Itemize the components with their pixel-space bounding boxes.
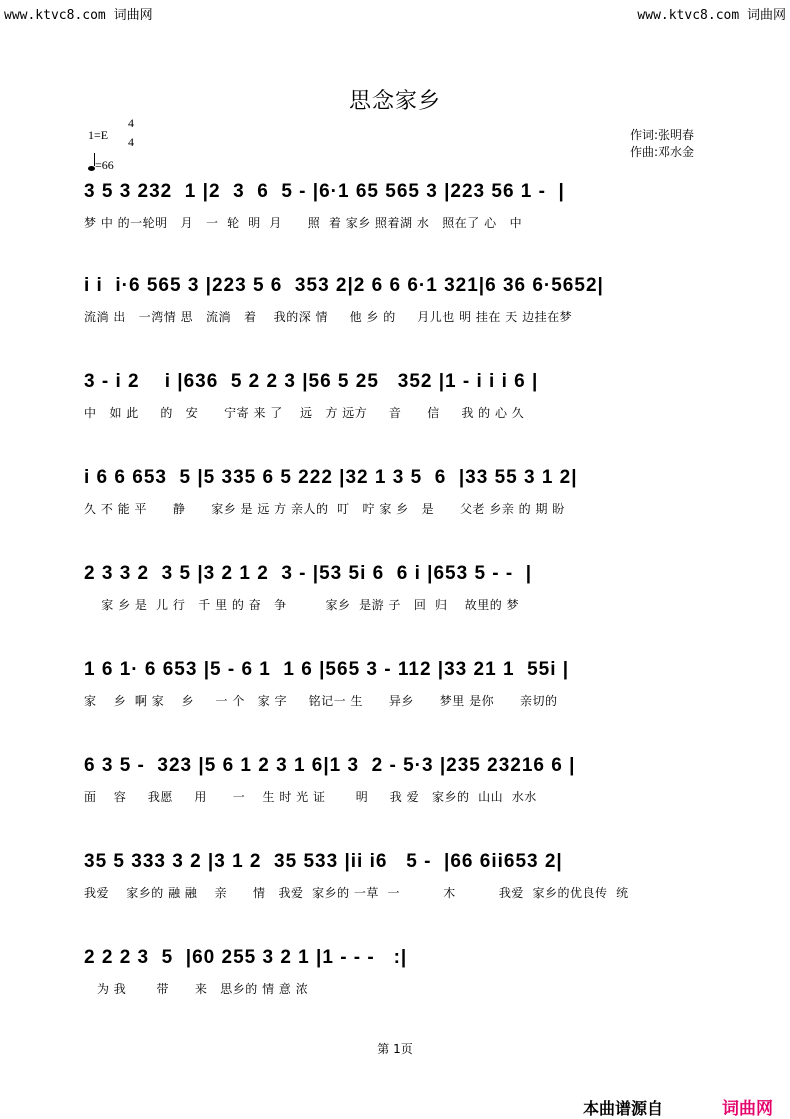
lyrics-line: 流淌 出 一湾情 思 流淌 着 我的深 情 他 乡 的 月儿也 明 挂在 天 边挂在梦 bbox=[84, 310, 573, 324]
watermark-left: www.ktvc8.com 词曲网 bbox=[4, 8, 153, 23]
key-signature: 1=E bbox=[88, 128, 109, 142]
notation-line: 3 - i 2 i |636 5 2 2 3 |56 5 25 352 |1 - i i i 6 | bbox=[84, 371, 539, 392]
time-signature-bottom: 4 bbox=[128, 135, 134, 149]
tempo-value: =66 bbox=[95, 158, 114, 172]
notation-line: 2 2 2 3 5 |60 255 3 2 1 |1 - - - :| bbox=[84, 947, 408, 968]
lyrics-line: 为 我 带 来 思乡的 情 意 浓 bbox=[84, 982, 309, 996]
credits bbox=[630, 127, 694, 161]
watermark-right: www.ktvc8.com 词曲网 bbox=[637, 8, 786, 23]
tempo-marking bbox=[88, 156, 114, 173]
quarter-note-icon bbox=[88, 158, 95, 172]
source-label: 本曲谱源自 bbox=[583, 1099, 664, 1118]
lyrics-line: 梦 中 的一轮明 月 一 轮 明 月 照 着 家乡 照着湖 水 照在了 心 中 bbox=[84, 216, 523, 230]
notation-line: i i i·6 565 3 |223 5 6 353 2|2 6 6 6·1 321|6 36 6·5652| bbox=[84, 275, 604, 296]
notation-line: i 6 6 653 5 |5 335 6 5 222 |32 1 3 5 6 |33 55 3 1 2| bbox=[84, 467, 578, 488]
page-number: 第 1页 bbox=[377, 1042, 413, 1056]
lyrics-line: 中 如 此 的 安 宁寄 来 了 远 方 远方 音 信 我 的 心 久 bbox=[84, 406, 525, 420]
site-logo: 词曲网 bbox=[722, 1099, 773, 1119]
lyrics-line: 面 容 我愿 用 一 生 时 光 证 明 我 爱 家乡的 山山 水水 bbox=[84, 790, 537, 804]
song-title: 思念家乡 bbox=[348, 89, 441, 114]
notation-line: 3 5 3 232 1 |2 3 6 5 - |6·1 65 565 3 |223 56 1 - | bbox=[84, 181, 565, 202]
notation-line: 2 3 3 2 3 5 |3 2 1 2 3 - |53 5i 6 6 i |653 5 - - | bbox=[84, 563, 533, 584]
lyrics-line: 家 乡 啊 家 乡 一 个 家 字 铭记一 生 异乡 梦里 是你 亲切的 bbox=[84, 694, 558, 708]
time-signature-top: 4 bbox=[128, 116, 134, 130]
lyrics-line: 久 不 能 平 静 家乡 是 远 方 亲人的 叮 咛 家 乡 是 父老 乡亲 的 期 盼 bbox=[84, 502, 565, 516]
notation-line: 35 5 333 3 2 |3 1 2 35 533 |ii i6 5 - |66 6ii653 2| bbox=[84, 851, 563, 872]
lyrics-line: 家 乡 是 儿 行 千 里 的 奋 争 家乡 是游 子 回 归 故里的 梦 bbox=[84, 598, 520, 612]
lyrics-line: 我爱 家乡的 融 融 亲 情 我爱 家乡的 一草 一 木 我爱 家乡的优良传 统 bbox=[84, 886, 629, 900]
lyricist: 作词:张明春 bbox=[630, 128, 695, 142]
notation-line: 6 3 5 - 323 |5 6 1 2 3 1 6|1 3 2 - 5·3 |235 23216 6 | bbox=[84, 755, 576, 776]
notation-line: 1 6 1· 6 653 |5 - 6 1 1 6 |565 3 - 112 |33 21 1 55i | bbox=[84, 659, 570, 680]
composer: 作曲:邓水金 bbox=[630, 145, 695, 159]
